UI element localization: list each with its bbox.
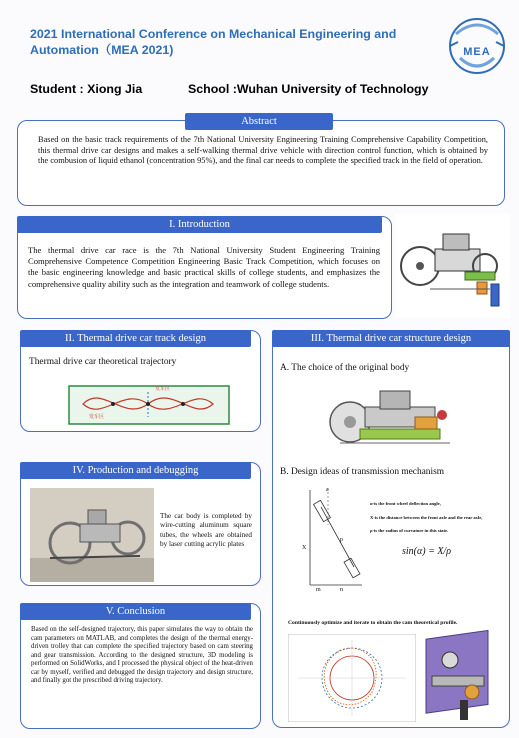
structure-design-header: III. Thermal drive car structure design <box>272 330 510 347</box>
label-m: m <box>316 587 321 593</box>
abstract-text: Based on the basic track requirements of the 7th National University Engineering Training Comprehensive Capability Competition, this thermal drive car designs and makes a self-walking thermal drive vehicle with direction control function, which is obtained by the combusion of liquid ethanol (concentration 95%), and the final car needs to complete the specified track in the field of operation. <box>38 135 488 165</box>
production-header: IV. Production and debugging <box>20 462 251 479</box>
label-x: X <box>302 545 307 551</box>
thermal-car-3d-image <box>395 214 510 318</box>
conclusion-header: V. Conclusion <box>20 603 251 620</box>
geometry-drawing <box>296 485 366 597</box>
cam-mechanism-drawing <box>420 630 502 726</box>
original-body-drawing <box>320 377 470 455</box>
conclusion-text: Based on the self-designed trajectory, this paper simulates the way to obtain the cam parameters on MATLAB, and completes the design of the thermal energy-driven trolley that can complete the specified trajectory based on cam steering and gear transmission. According to the designed structure, 3D modeling is performed on SolidWorks, and I processed the physical object of the heat-driven car by myself, verified and debugged the design trajectory and design structure, and finally got the prescribed driving trajectory. <box>31 626 253 684</box>
car-photo-illustration <box>30 488 154 582</box>
start-zone-label-1: 发车区 <box>155 387 171 392</box>
definition-rho: ρ-is the radius of curvature in this state. <box>370 528 449 533</box>
cam-caption: Continuously optimize and iterate to obtain the cam theoretical profile. <box>288 620 458 626</box>
introduction-header: I. Introduction <box>17 216 382 233</box>
steering-formula: sin(α) = X/ρ <box>402 546 452 557</box>
label-n: n <box>340 587 343 593</box>
track-design-subtitle: Thermal drive car theoretical trajectory <box>29 357 177 367</box>
logo-graphic <box>446 12 508 78</box>
thermal-car-drawing <box>395 214 510 318</box>
mea-logo <box>446 12 508 78</box>
definition-x: X-is the distance between the front axle and the rear axle, <box>370 515 483 520</box>
student-name: Student : Xiong Jia <box>30 82 143 96</box>
cam-profile-drawing <box>288 634 416 722</box>
transmission-subtitle: B. Design ideas of transmission mechanism <box>280 467 445 477</box>
original-body-subtitle: A. The choice of the original body <box>280 363 410 373</box>
cam-profile-plot <box>288 634 416 722</box>
track-design-header: II. Thermal drive car track design <box>20 330 251 347</box>
introduction-text: The thermal drive car race is the 7th National University Student Engineering Training Comprehensive Competence Competition Engineering Basic Track Competition, which focuses on the basic engineering knowledge and basic practical skills of college students, and emphasizes the comprehensive quality ability such as the integration and teamwork of college students. <box>28 245 380 289</box>
abstract-header: Abstract <box>185 113 333 130</box>
steering-geometry-diagram <box>296 485 366 597</box>
logo-text: MEA <box>463 46 491 58</box>
track-trajectory-image <box>63 382 233 427</box>
start-zone-label-2: 发车区 <box>89 415 105 420</box>
car-photo <box>30 488 154 582</box>
label-alpha: a <box>326 487 329 493</box>
production-text: The car body is completed by wire-cutting aluminum square tubes, the wheels are obtained by laser cutting acrylic plates <box>160 512 252 549</box>
conference-title: 2021 International Conference on Mechanical Engineering and Automation（MEA 2021) <box>30 27 397 57</box>
original-body-image <box>320 377 470 455</box>
label-rho: p <box>340 537 343 543</box>
definition-alpha: α-is the front wheel deflection angle, <box>370 501 441 506</box>
school-name: School :Wuhan University of Technology <box>188 82 429 96</box>
cam-mechanism-image <box>420 630 502 726</box>
